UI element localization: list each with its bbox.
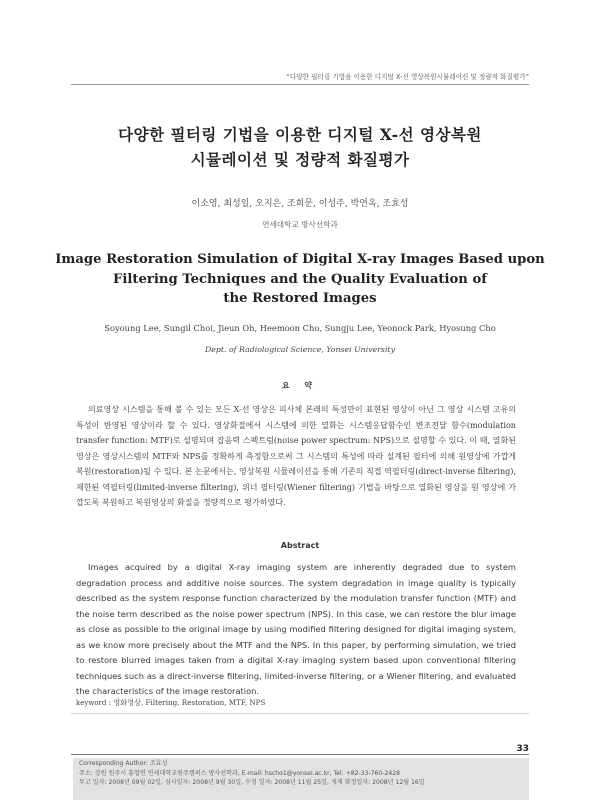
english-title-line: the Restored Images xyxy=(223,291,377,306)
korean-title xyxy=(0,122,600,172)
footer-box xyxy=(73,758,529,800)
korean-title-line: 다양한 필터링 기법을 이용한 디지털 X-선 영상복원 xyxy=(118,125,482,144)
english-authors: Soyoung Lee, Sungil Choi, Jieun Oh, Heemoon Cho, Sungju Lee, Yeonock Park, Hyosung Cho xyxy=(104,323,496,333)
footer-rule xyxy=(71,754,529,755)
korean-abstract-text: 의료영상 시스템을 통해 볼 수 있는 모든 X-선 영상은 피사체 본래의 특성만이 표현된 영상이 아닌 그 영상 시스템 고유의 특성이 반영된 영상이라 할 수 있다. 영상화절에서 시스템에 의한 열화는 시스템응답함수인 변조전달 함수(modulation transfer function: MTF)로 설명되며 잡음력 스펙트럼(noise power spectrum: NPS)으로 설명할 수 있다. 이 때, 열화된 영상은 영상시스템의 MTF와 NPS를 정확하게 측정함으로써 그 시스템의 특성에 따라 설계된 필터에 의해 원영상에 가깝게 복원(restoration)될 수 있다. 본 논문에서는, 영상복원 시뮬레이션을 통해 기존의 직접 역필터링(direct-inverse filtering), 제한된 역필터링(limited-inverse filtering), 위너 필터링(Wiener filtering) 기법을 바탕으로 열화된 영상을 원 영상에 가깝도록 복원하고 복원영상의 화질을 정량적으로 평가하였다. xyxy=(76,405,516,507)
abstract-heading: Abstract xyxy=(280,541,320,550)
submission-dates: 투고 일자: 2008년 09월 02일, 심사일자: 2008년 9월 30일, 수정 일자: 2008년 11월 25일, 게재 확정일자: 2008년 12월 16일 xyxy=(79,779,425,786)
keyword-rule xyxy=(71,713,529,714)
author-address: 주소: 강원 원주시 흥업면 연세대학교원주캠퍼스 방사선학과, E-mail: hscho1@yonsei.ac.kr, Tel: +82-33-760-2428 xyxy=(79,769,400,777)
keyword-line xyxy=(76,698,265,708)
english-title-line: Filtering Techniques and the Quality Evaluation of xyxy=(113,271,487,287)
keyword-values: 영화영상, Filtering, Restoration, MTF, NPS xyxy=(113,698,266,707)
keyword-label: keyword : xyxy=(76,699,111,707)
english-abstract-text: Images acquired by a digital X-ray imaging system are inherently degraded due to system degradation process and additive noise sources. The system degradation in image quality is typically described as the system response function characterized by the modulation transfer function (MTF) and the noise term described as the noise power spectrum (NPS). In this case, we can restore the blur image as close as possible to the original image by using modified filtering designed for digital imaging system, as we know more precisely about the MTF and the NPS. In this paper, by performing simulation, we tried to restore blurred images taken from a digital X-ray imaging system based upon conventional filtering techniques such as a direct-inverse filtering, limited-inverse filtering, or a Wiener filtering, and evaluated the characteristics of the image restoration. xyxy=(76,562,516,696)
english-affiliation: Dept. of Radiological Science, Yonsei University xyxy=(205,345,395,354)
header-rule xyxy=(71,84,529,85)
korean-summary-heading: 요 약 xyxy=(281,380,319,390)
english-title-line: Image Restoration Simulation of Digital X-ray Images Based upon xyxy=(55,252,545,267)
english-title xyxy=(0,250,600,309)
corresponding-author: Corresponding Author: 조효성 xyxy=(79,760,168,767)
english-abstract xyxy=(76,560,516,700)
korean-abstract xyxy=(76,402,516,511)
korean-authors: 이소영, 최성일, 오지은, 조희문, 이성주, 박연옥, 조효성 xyxy=(191,199,409,209)
running-head: “다양한 필터링 기법을 이용한 디지털 X-선 영상복원시뮬레이션 및 정량적 화질평가” xyxy=(286,73,529,81)
korean-affiliation: 연세대학교 방사선학과 xyxy=(262,220,338,229)
page-number: 33 xyxy=(516,744,529,754)
korean-title-line: 시뮬레이션 및 정량적 화질평가 xyxy=(190,150,410,169)
